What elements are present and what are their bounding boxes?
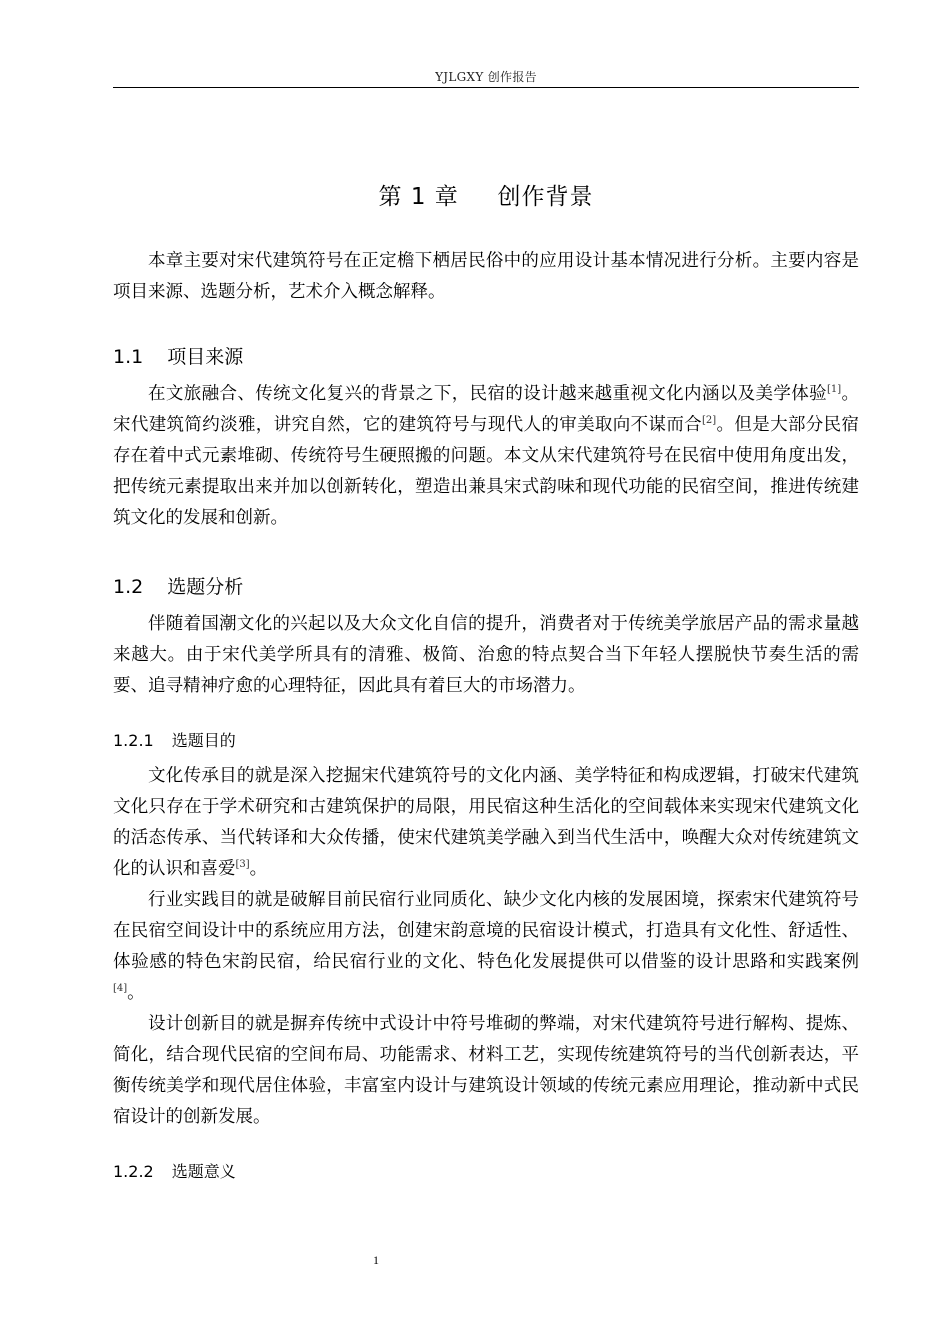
chapter-title	[113, 178, 859, 211]
subsection-heading-1-2-2	[113, 1159, 859, 1182]
paragraph-project-source	[113, 379, 859, 534]
chapter-name: 创作背景	[497, 184, 594, 210]
paragraph-industry-purpose	[113, 885, 859, 1009]
text-run: 。但是大部分民宿存在着中式元素堆砌、传统符号生硬照搬的问题。本文从宋代建筑符号在民宿中使用角度出发，把传统元素提取出来并加以创新转化，塑造出兼具宋式韵味和现代功能的民宿空间，推进传统建筑文化的发展和创新。	[113, 415, 859, 528]
section-heading-1-2	[113, 572, 859, 599]
paragraph-cultural-purpose	[113, 761, 859, 885]
header-rule	[113, 87, 859, 88]
text-run: 在文旅融合、传统文化复兴的背景之下，民宿的设计越来越重视文化内涵以及美学体验	[148, 384, 827, 404]
text-run: 。	[249, 859, 268, 879]
chapter-body	[113, 246, 859, 1182]
chapter-number: 第 1 章	[378, 184, 459, 210]
citation-ref-4: [4]	[113, 983, 128, 995]
section-number: 1.2	[113, 576, 144, 598]
text-run: 。宋代建筑简约淡雅，讲究自然，它的建筑符号与现代人的审美取向不谋而合	[113, 384, 860, 435]
subsection-heading-1-2-1	[113, 728, 859, 751]
subsection-number: 1.2.1	[113, 731, 154, 750]
citation-ref-3: [3]	[235, 859, 250, 871]
subsection-title: 选题目的	[171, 731, 236, 750]
text-run: 行业实践目的就是破解目前民宿行业同质化、缺少文化内核的发展困境，探索宋代建筑符号在民宿空间设计中的系统应用方法，创建宋韵意境的民宿设计模式，打造具有文化性、舒适性、体验感的特色宋韵民宿，给民宿行业的文化、特色化发展提供可以借鉴的设计思路和实践案例	[113, 890, 859, 972]
running-header: YJLGXY 创作报告	[435, 70, 537, 84]
section-heading-1-1	[113, 342, 859, 369]
citation-ref-1: [1]	[826, 384, 842, 396]
section-title: 项目来源	[167, 346, 244, 368]
section-number: 1.1	[113, 346, 144, 368]
paragraph-topic-analysis: 伴随着国潮文化的兴起以及大众文化自信的提升，消费者对于传统美学旅居产品的需求量越来越大。由于宋代美学所具有的清雅、极简、治愈的特点契合当下年轻人摆脱快节奏生活的需要、追寻精神疗愈的心理特征，因此具有着巨大的市场潜力。	[113, 614, 859, 696]
page-number: 1	[373, 1253, 379, 1267]
subsection-number: 1.2.2	[113, 1162, 154, 1181]
subsection-title: 选题意义	[171, 1162, 236, 1181]
paragraph-design-innovation: 设计创新目的就是摒弃传统中式设计中符号堆砌的弊端，对宋代建筑符号进行解构、提炼、简化，结合现代民宿的空间布局、功能需求、材料工艺，实现传统建筑符号的当代创新表达，平衡传统美学和现代居住体验，丰富室内设计与建筑设计领域的传统元素应用理论，推动新中式民宿设计的创新发展。	[113, 1014, 859, 1127]
text-run: 文化传承目的就是深入挖掘宋代建筑符号的文化内涵、美学特征和构成逻辑，打破宋代建筑文化只存在于学术研究和古建筑保护的局限，用民宿这种生活化的空间载体来实现宋代建筑文化的活态传承、当代转译和大众传播，使宋代建筑美学融入到当代生活中，唤醒大众对传统建筑文化的认识和喜爱	[113, 766, 859, 879]
citation-ref-2: [2]	[702, 415, 717, 427]
section-title: 选题分析	[167, 576, 244, 598]
text-run: 。	[127, 983, 145, 1003]
intro-paragraph: 本章主要对宋代建筑符号在正定檐下栖居民俗中的应用设计基本情况进行分析。主要内容是项目来源、选题分析，艺术介入概念解释。	[113, 251, 859, 302]
